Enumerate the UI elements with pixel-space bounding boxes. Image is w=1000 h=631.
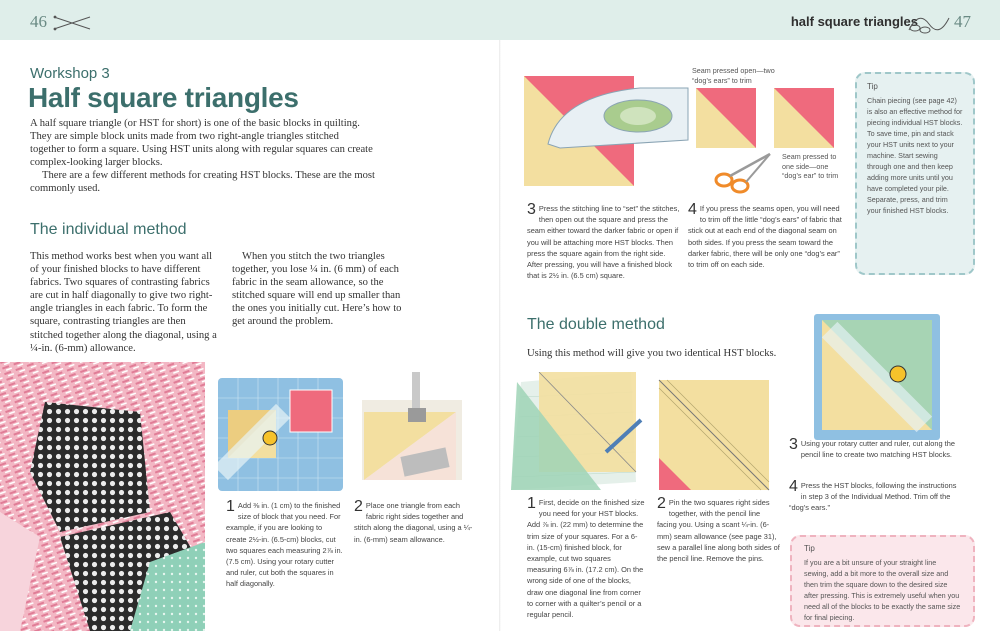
tip-box-chain-piecing: [855, 72, 975, 275]
intro-text: [30, 117, 376, 196]
step-number: 3: [527, 201, 536, 218]
step-2-double: [657, 497, 781, 564]
individual-col1: This method works best when you want all of your finished blocks to have different fabrics. Two squares of contrasting fabrics are cut in half diagonally to give two right-angle triangles in each fabric. To form the square, contrasting triangles are then stitched together along the diagonal, using a ¼-in. (6-mm) allowance.: [30, 251, 217, 354]
step-number: 2: [657, 495, 666, 512]
quilt-photo: [0, 362, 205, 631]
scissors-ornament-icon: [905, 8, 955, 36]
step-2-individual: [354, 500, 478, 545]
step-text: If you press the seams open, you will need to trim off the little “dog’s ears” of fabric that stick out at each end of the diagonal seam on both sides. If you press the seam toward the darker fabric, there will be only one “dog’s ear” to trim off on each side.: [688, 204, 842, 270]
step-3-double: [789, 438, 959, 460]
hst-block-side-seam: [772, 86, 836, 150]
step-1-individual: [226, 500, 344, 590]
double-method-heading: The double method: [527, 316, 665, 333]
step-text: Add ⅜ in. (1 cm) to the finished size of block that you need. For example, if you are looking to create 2½-in. (6.5-cm) blocks, cut two squares each measuring 2⅞ in. (7.5 cm). Using your rotary cutter and ruler, cut both the squares in half diagonally.: [226, 501, 343, 589]
step-text: Press the stitching line to “set” the stitches, then open out the square and press the seam either toward the darker fabric or open if you will be attaching more HST blocks. Then press the square again from the right side. After pressing, you will have a finished block that is 2½ in. (6.5 cm) square.: [527, 204, 680, 281]
hst-block-open-seam: [694, 86, 758, 150]
step-4-double: [789, 480, 959, 514]
intro-paragraph-1: A half square triangle (or HST for short) is one of the basic blocks in quilting. They are simple block units made from two right-angle triangles stitched together to form a square. Using HST units along with regular squares can create complex-looking larger blocks.: [30, 118, 373, 169]
tip-text: Chain piecing (see page 42) is also an effective method for piecing individual HST blocks. To save time, pin and stack your HST units next to your machine. Start sewing through one and then keep adding more units until you have completed your pile. Separate, press, and trim your finished HST blocks.: [867, 96, 963, 215]
page-title: Half square triangles: [28, 82, 299, 113]
tip-title: Tip: [804, 544, 815, 553]
page-number-right: 47: [954, 12, 971, 31]
needles-icon: [52, 14, 92, 32]
annotation-seam-open: Seam pressed open—two “dog’s ears” to trim: [692, 66, 775, 85]
step-number: 2: [354, 498, 363, 515]
step2-illustration: [352, 372, 472, 492]
step-number: 3: [789, 436, 798, 453]
workshop-label: Workshop 3: [30, 65, 110, 82]
step-number: 4: [688, 201, 697, 218]
tip-box-straight-line: [790, 535, 975, 627]
scissors-icon: [710, 150, 772, 194]
step-text: First, decide on the finished size you need for your HST blocks. Add ⅞ in. (22 mm) to determine the trim size of your squares. For a 6-in. (15-cm) finished block, for example, cut two squares measuring 6⅞ in. (17.2 cm). On the wrong side of one of the blocks, draw one diagonal line from corner to corner with a quilter’s pencil or a regular pencil.: [527, 498, 645, 620]
tip-title: Tip: [867, 82, 878, 91]
step1-illustration: [218, 378, 343, 491]
step-1-double: [527, 497, 645, 620]
page-gutter: [499, 40, 501, 631]
annotation-seam-side: Seam pressed to one side—one “dog’s ear” to trim: [782, 152, 839, 180]
step-text: Press the HST blocks, following the instructions in step 3 of the Individual Method. Trim off the “dog’s ears.”: [789, 481, 957, 513]
step-text: Using your rotary cutter and ruler, cut along the pencil line to create two matching HST blocks.: [800, 439, 955, 460]
step-number: 4: [789, 478, 798, 495]
double-step1-illustration: [511, 372, 651, 492]
step-3-individual: [527, 203, 681, 281]
step-number: 1: [527, 495, 536, 512]
step-text: Pin the two squares right sides together, with the pencil line facing you. Using a scant ¼-in. (6-mm) seam allowance (see page 31), sew a parallel line along both sides of the pencil line. Remove the pins.: [657, 498, 780, 564]
individual-method-heading: The individual method: [30, 221, 187, 238]
intro-paragraph-2: There are a few different methods for creating HST blocks. These are the most commonly used.: [30, 170, 375, 195]
step-text: Place one triangle from each fabric right sides together and stitch along the diagonal, using a ¼-in. (6-mm) seam allowance.: [354, 501, 473, 544]
tip-text: If you are a bit unsure of your straight line sewing, add a bit more to the overall size and then trim the square down to the desired size after pressing. This is extremely useful when you need all of the blocks to be exactly the same size for final piecing.: [804, 558, 961, 622]
chapter-title: half square triangles: [790, 14, 918, 29]
step-4-individual: [688, 203, 842, 270]
double-step3-illustration: [812, 312, 942, 442]
step3-iron-illustration: [520, 66, 690, 192]
double-method-intro: Using this method will give you two identical HST blocks.: [527, 348, 777, 359]
double-step2-illustration: [655, 378, 773, 494]
individual-col2: When you stitch the two triangles together, you lose ¼ in. (6 mm) of each fabric in the seam allowance, so the stitched square will end up smaller than the ones you initially cut. Here’s how to get around the problem.: [232, 251, 402, 328]
step-number: 1: [226, 498, 235, 515]
page-number-left: 46: [30, 12, 47, 31]
